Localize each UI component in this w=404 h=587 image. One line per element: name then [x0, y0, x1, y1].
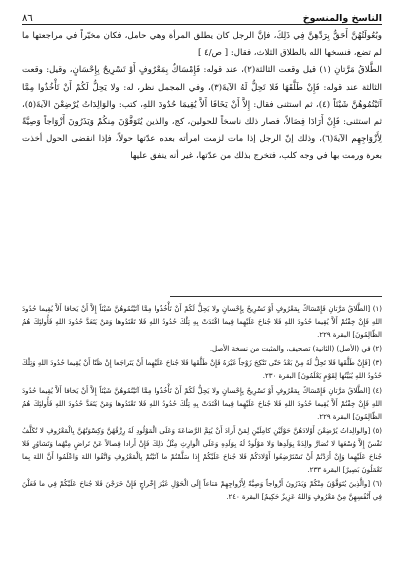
paragraph: الطَّلاقُ مَرَّتانِ (١) قيل وقعت الثالثة(٢)، عند قوله: فَإِمْسَاكٌ بِمَعْرُوفٍ أَوْ تَسْرِيحٌ بِإِحْسَانٍ، وقيل: وقعت الثالثة عند قوله: فَإِنْ طَلَّقَهَا فَلا تَحِلُّ لَهُ الآيةَ(٣)، وفي المجمل نظر، له: ولا يَحِلُّ لَكُمْ أَنْ تَأْخُذُوا مِمَّا آتَيْتُمُوهُنَّ شَيْئاً (٤)، ثم استثنى فقال: إِلاَّ أَنْ يَخَافَا أَلاَّ يُقِيمَا حُدُودَ اللهِ، كتب: والوَالِدَاتُ يُرْضِعْنَ الآيةَ(٥)، ثم استثنى: فَإِنْ أَرَادَا فِصَالاً، فصار ذلك ناسخاً للحولين، كج، والذين يُتَوَفَّوْنَ مِنكُمْ وَيَذَرُونَ أَزْوَاجاً وَصِيَّةً لِأَزْوَاجِهِم الآيةَ(٦)، وذلك إنّ الرجل إذا مات لزمت امرأته بعده عدّتها حولاً، فإذا انقضى الحول أخذت بعرة ورمت بها في وجه كلب، فتخرج بذلك من عدّتها، غير أنه ينفق عليها [22, 65, 382, 162]
footnote: (٥) [والوالِداتُ يُرْضِعْنَ أَوْلادَهُنَّ حَوْلَيْنِ كامِلَيْنِ لِمَنْ أَرادَ أَنْ يُتِمَّ الرَّضاعَةَ وَعَلَى الْمَوْلُودِ لَهُ رِزْقُهُنَّ وَكِسْوَتُهُنَّ بِالْمَعْرُوفِ لا تُكَلَّفُ نَفْسٌ إِلاَّ وُسْعَها لا تُضارَّ والِدَةٌ بِوَلَدِها وَلا مَوْلُودٌ لَهُ بِوَلَدِهِ وَعَلَى الْوارِثِ مِثْلُ ذلِكَ فَإِنْ أَرادا فِصالاً عَنْ تَراضٍ مِنْهُما وَتَشاوُرٍ فَلا جُناحَ عَلَيْهِما وَإِنْ أَرَدْتُمْ أَنْ تَسْتَرْضِعُوا أَوْلادَكُمْ فَلا جُناحَ عَلَيْكُمْ إِذا سَلَّمْتُمْ ما آتَيْتُمْ بِالْمَعْرُوفِ وَاتَّقُوا اللهَ وَاعْلَمُوا أَنَّ اللهَ بِما تَعْمَلُونَ بَصِيرٌ] البقرة ٢٣٣. [22, 426, 382, 475]
footnote-separator [170, 296, 382, 297]
header-title: الناسخ والمنسوخ [302, 13, 382, 24]
footnote: (٣) [فَإِنْ طَلَّقَها فَلا تَحِلُّ لَهُ مِنْ بَعْدُ حَتّى تَنْكِحَ زَوْجاً غَيْرَهُ فَإِنْ طَلَّقَها فَلا جُناحَ عَلَيْهِما أَنْ يَتَراجَعا إِنْ ظَنّا أَنْ يُقِيما حُدُودَ اللهِ وَتِلْكَ حُدُودُ اللهِ يُبَيِّنُها لِقَوْمٍ يَعْلَمُونَ] البقرة ٢٣٠. [22, 359, 382, 381]
footnote: (١) [الطَّلاقُ مَرَّتانِ فَإِمْسَاكٌ بِمَعْرُوفٍ أَوْ تَسْرِيحٌ بِإِحْسانٍ ولا يَحِلُّ لَكُمْ أَنْ تَأْخُذُوا مِمَّا آتَيْتُمُوهُنَّ شَيْئاً إِلاَّ أَنْ يَخافا أَلاَّ يُقِيما حُدُودَ اللهِ فَإِنْ خِفْتُمْ أَلاَّ يُقِيما حُدُودَ اللهِ فَلا جُناحَ عَلَيْهِما فِيما افْتَدَتْ بِهِ تِلْكَ حُدُودُ اللهِ فَلا تَعْتَدُوها وَمَنْ يَتَعَدَّ حُدُودَ اللهِ فَأُولئِكَ هُمُ الظّالِمُونَ] البقرة ٢٢٩. [22, 305, 382, 340]
footnotes [22, 303, 382, 505]
paragraph: وبُعُولَتُهُنَّ أَحَقُّ بِرَدِّهِنَّ فِي ذَلِكَ، فإنَّ الرجل كان يطلق المرأة وهي حامل، فكان مخيّراً في مراجعتها ما لم تضع، فنسخها الله بالطلاق الثلاث، فقال: [ ص/٤ ] [22, 31, 382, 59]
footnote: (٢) في (الأصل) (الثانية) تصحيف، والمثبت من نسخة الأصل. [209, 345, 382, 354]
main-text [22, 28, 382, 166]
running-header [22, 8, 382, 25]
footnote: (٤) [الطَّلاقُ مَرَّتانِ فَإِمْسَاكٌ بِمَعْرُوفٍ أَوْ تَسْرِيحٌ بِإِحْسانٍ ولا يَحِلُّ لَكُمْ أَنْ تَأْخُذُوا مِمَّا آتَيْتُمُوهُنَّ شَيْئاً إِلاَّ أَنْ يَخافا أَلاَّ يُقِيما حُدُودَ اللهِ فَإِنْ خِفْتُمْ أَلاَّ يُقِيما حُدُودَ اللهِ فَلا جُناحَ عَلَيْهِما فِيما افْتَدَتْ بِهِ تِلْكَ حُدُودُ اللهِ فَلا تَعْتَدُوها وَمَنْ يَتَعَدَّ حُدُودَ اللهِ فَأُولئِكَ هُمُ الظّالِمُونَ] البقرة ٢٢٩. [22, 386, 382, 421]
page-number: ٨٦ [22, 13, 33, 24]
footnote: (٦) [والَّذِينَ يُتَوَفَّوْنَ مِنْكُمْ وَيَذَرُونَ أَزْواجاً وَصِيَّةً لِأَزْواجِهِمْ مَتاعاً إِلَى الْحَوْلِ غَيْرَ إِخْراجٍ فَإِنْ خَرَجْنَ فَلا جُناحَ عَلَيْكُمْ فِي ما فَعَلْنَ فِي أَنْفُسِهِنَّ مِنْ مَعْرُوفٍ وَاللهُ عَزِيزٌ حَكِيمٌ] البقرة ٢٤٠. [22, 480, 382, 502]
